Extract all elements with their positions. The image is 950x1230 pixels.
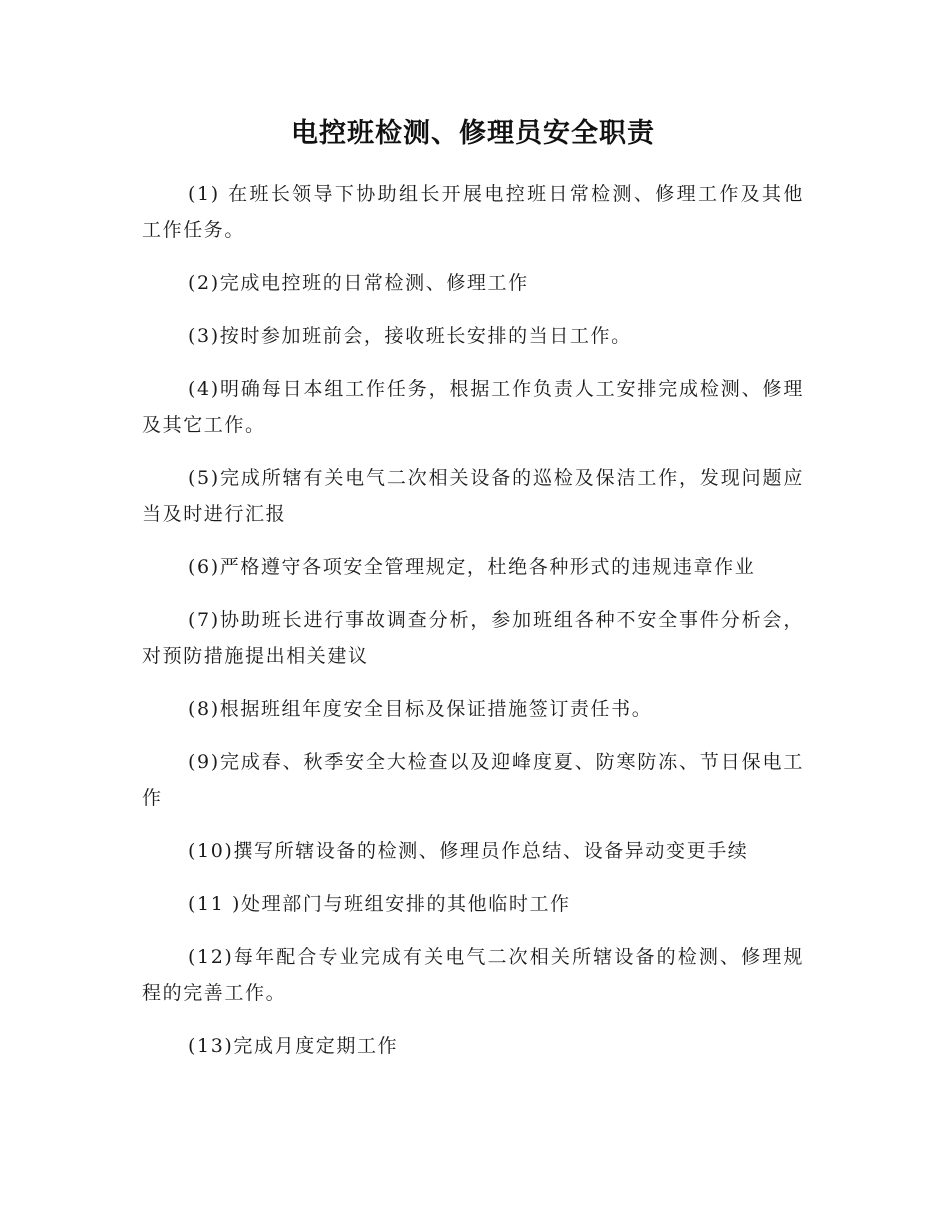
document-title: 电控班检测、修理员安全职责: [291, 118, 655, 149]
duty-item-3: (3)按时参加班前会，接收班长安排的当日工作。: [188, 325, 632, 347]
duty-item-9: (9)完成春、秋季安全大检查以及迎峰度夏、防寒防冻、节日保电工作: [142, 751, 804, 809]
duty-item-2: (2)完成电控班的日常检测、修理工作: [188, 272, 529, 294]
duty-item-7: (7)协助班长进行事故调查分析，参加班组各种不安全事件分析会，对预防措施提出相关建议: [142, 609, 804, 667]
duty-item-8: (8)根据班组年度安全目标及保证措施签订责任书。: [188, 698, 653, 720]
duty-item-6: (6)严格遵守各项安全管理规定，杜绝各种形式的违规违章作业: [188, 556, 756, 578]
duty-item-1: (1) 在班长领导下协助组长开展电控班日常检测、修理工作及其他工作任务。: [142, 183, 804, 241]
duty-item-10: (10)撰写所辖设备的检测、修理员作总结、设备异动变更手续: [188, 840, 749, 862]
duty-item-11: (11 )处理部门与班组安排的其他临时工作: [188, 893, 571, 915]
duty-item-12: (12)每年配合专业完成有关电气二次相关所辖设备的检测、修理规程的完善工作。: [142, 946, 804, 1004]
duty-item-4: (4)明确每日本组工作任务，根据工作负责人工安排完成检测、修理及其它工作。: [142, 378, 804, 436]
duty-item-13: (13)完成月度定期工作: [188, 1035, 399, 1057]
duty-list: [142, 176, 804, 1064]
duty-item-5: (5)完成所辖有关电气二次相关设备的巡检及保洁工作，发现问题应当及时进行汇报: [142, 467, 804, 525]
